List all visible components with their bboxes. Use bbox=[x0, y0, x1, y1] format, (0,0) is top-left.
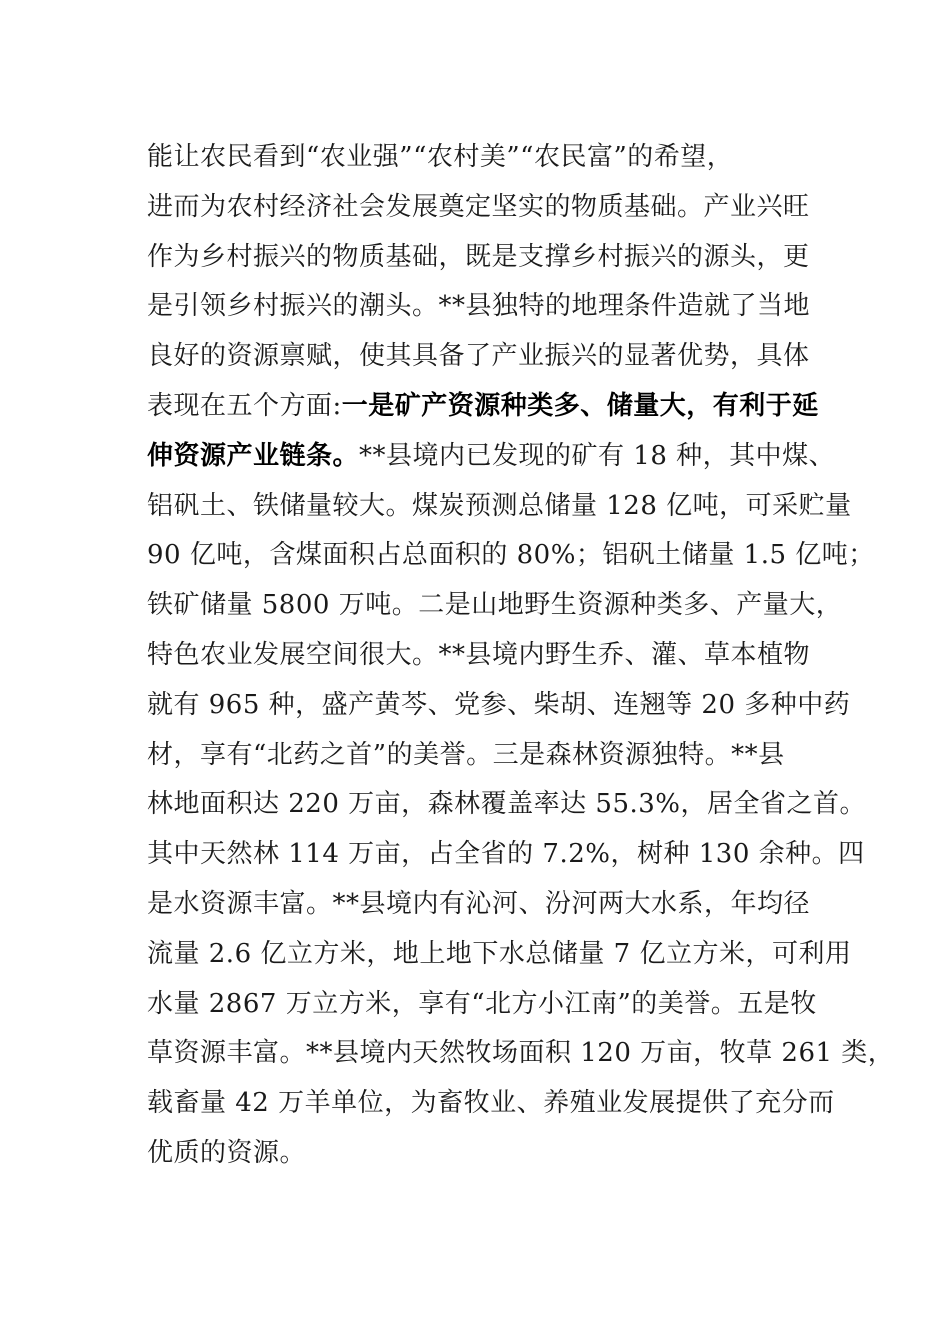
text-line bbox=[147, 581, 843, 631]
text-segment: 流量 2.6 亿立方米，地上地下水总储量 7 亿立方米，可利用 bbox=[147, 938, 852, 969]
text-line bbox=[147, 830, 865, 880]
text-line bbox=[147, 282, 837, 332]
text-line bbox=[147, 382, 837, 432]
text-segment: 就有 965 种，盛产黄芩、党参、柴胡、连翘等 20 多种中药 bbox=[147, 689, 851, 720]
text-segment: 水量 2867 万立方米，享有“北方小江南”的美誉。五是牧 bbox=[147, 988, 817, 1019]
text-segment: 90 亿吨，含煤面积占总面积的 80%；铝矾土储量 1.5 亿吨； bbox=[147, 540, 875, 571]
text-segment: 作为乡村振兴的物质基础，既是支撑乡村振兴的源头，更 bbox=[147, 241, 810, 272]
text-line bbox=[147, 1029, 895, 1079]
text-line bbox=[147, 930, 852, 980]
text-segment: 铝矾土、铁储量较大。煤炭预测总储量 128 亿吨，可采贮量 bbox=[147, 490, 852, 521]
text-segment: 进而为农村经济社会发展奠定坚实的物质基础。产业兴旺 bbox=[147, 191, 810, 222]
text-line bbox=[147, 133, 837, 183]
text-line bbox=[147, 780, 867, 830]
text-segment: 材，享有“北药之首”的美誉。三是森林资源独特。**县 bbox=[147, 739, 785, 770]
text-line bbox=[147, 332, 837, 382]
text-line bbox=[147, 731, 837, 781]
text-line bbox=[147, 681, 851, 731]
text-line bbox=[147, 1079, 837, 1129]
text-segment: 载畜量 42 万羊单位，为畜牧业、养殖业发展提供了充分而 bbox=[147, 1088, 835, 1119]
text-line bbox=[147, 531, 875, 581]
text-segment: 林地面积达 220 万亩，森林覆盖率达 55.3%，居全省之首。 bbox=[147, 789, 867, 820]
text-line bbox=[147, 233, 837, 283]
text-segment: 是水资源丰富。**县境内有沁河、汾河两大水系，年均径 bbox=[147, 888, 811, 919]
text-segment: 能让农民看到“农业强”“农村美”“农民富”的希望， bbox=[147, 142, 734, 172]
text-segment: 其中天然林 114 万亩，占全省的 7.2%，树种 130 余种。四 bbox=[147, 839, 865, 870]
bold-text-segment: 一是矿产资源种类多、储量大，有利于延 bbox=[341, 390, 819, 421]
text-line bbox=[147, 1129, 837, 1179]
body-paragraph bbox=[147, 133, 895, 1179]
text-line bbox=[147, 432, 837, 482]
text-line bbox=[147, 183, 837, 233]
text-line bbox=[147, 980, 837, 1030]
text-segment: 是引领乡村振兴的潮头。**县独特的地理条件造就了当地 bbox=[147, 291, 811, 322]
text-line bbox=[147, 631, 837, 681]
text-segment: 铁矿储量 5800 万吨。二是山地野生资源种类多、产量大， bbox=[147, 590, 843, 621]
text-segment: 特色农业发展空间很大。**县境内野生乔、灌、草本植物 bbox=[147, 639, 811, 670]
bold-text-segment: 伸资源产业链条。 bbox=[147, 440, 360, 471]
text-segment: 优质的资源。 bbox=[147, 1137, 307, 1168]
text-segment: **县境内已发现的矿有 18 种，其中煤、 bbox=[359, 440, 836, 471]
text-segment: 良好的资源禀赋，使其具备了产业振兴的显著优势，具体 bbox=[147, 341, 810, 372]
text-line bbox=[147, 880, 837, 930]
text-segment: 表现在五个方面: bbox=[147, 390, 342, 421]
text-segment: 草资源丰富。**县境内天然牧场面积 120 万亩，牧草 261 类， bbox=[147, 1038, 895, 1069]
text-line bbox=[147, 482, 852, 532]
